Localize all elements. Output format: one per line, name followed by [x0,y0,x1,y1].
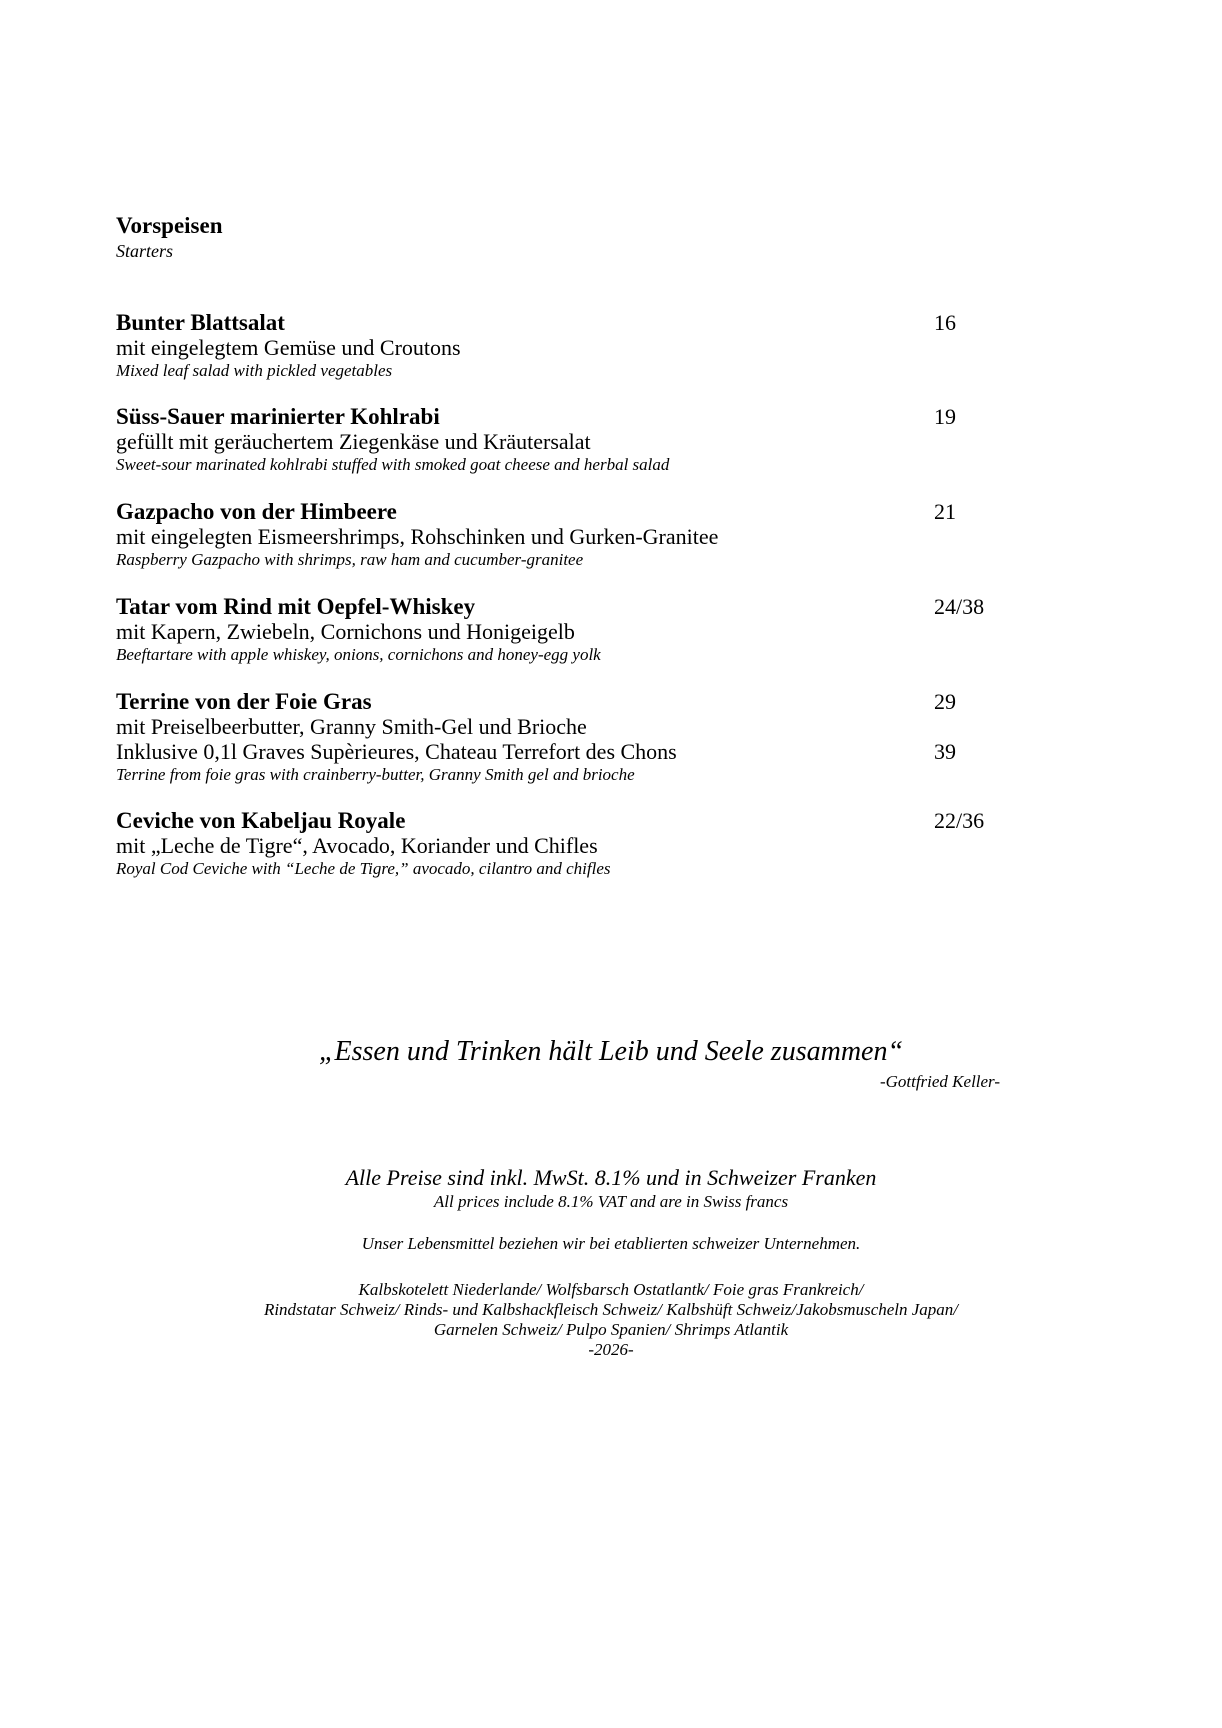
menu-item-price: 16 [934,310,956,335]
menu-item [116,808,1016,880]
menu-item-price: 19 [934,404,956,429]
menu-item-price: 24/38 [934,594,985,619]
menu-item-price: 22/36 [934,808,985,833]
origin-list [0,1280,1222,1360]
origin-line: Garnelen Schweiz/ Pulpo Spanien/ Shrimps Atlantik [433,1320,789,1339]
menu-item-description: Inklusive 0,1l Graves Supèrieures, Chateau Terrefort des Chons [116,739,677,764]
menu-item-name: Bunter Blattsalat [116,310,285,335]
menu-item-name: Gazpacho von der Himbeere [116,499,397,524]
year-line: -2026- [588,1340,634,1359]
menu-item-description: mit „Leche de Tigre“, Avocado, Koriander und Chifles [116,833,598,858]
price-note-english: All prices include 8.1% VAT and are in Swiss francs [433,1192,789,1211]
menu-item [116,594,1016,666]
menu-item-description: mit Kapern, Zwiebeln, Cornichons und Honigeigelb [116,619,575,644]
quote-text: „Essen und Trinken hält Leib und Seele zusammen“ [318,1036,904,1067]
menu-item-price: 29 [934,689,956,714]
origin-line: Kalbskotelett Niederlande/ Wolfsbarsch Ostatlantk/ Foie gras Frankreich/ [358,1280,864,1299]
menu-item-english: Terrine from foie gras with crainberry-butter, Granny Smith gel and brioche [116,765,635,784]
sourcing-note: Unser Lebensmittel beziehen wir bei etablierten schweizer Unternehmen. [361,1234,861,1253]
menu-item-name: Terrine von der Foie Gras [116,689,372,714]
menu-item [116,499,1016,571]
menu-item-description: gefüllt mit geräuchertem Ziegenkäse und Kräutersalat [116,429,591,454]
menu-item-price: 21 [934,499,956,524]
menu-item-english: Mixed leaf salad with pickled vegetables [116,361,393,380]
section-subtitle: Starters [116,241,174,261]
menu-item-english: Royal Cod Ceviche with “Leche de Tigre,” avocado, cilantro and chifles [116,859,611,878]
menu-item-name: Ceviche von Kabeljau Royale [116,808,406,833]
menu-item-price-with-wine: 39 [934,739,956,764]
menu-item-english: Beeftartare with apple whiskey, onions, cornichons and honey-egg yolk [116,645,601,664]
menu-item-name: Tatar vom Rind mit Oepfel-Whiskey [116,594,476,619]
menu-item-description: mit eingelegten Eismeershrimps, Rohschinken und Gurken-Granitee [116,524,719,549]
menu-item [116,689,1016,786]
menu-item-english: Sweet-sour marinated kohlrabi stuffed with smoked goat cheese and herbal salad [116,455,670,474]
menu-item-name: Süss-Sauer marinierter Kohlrabi [116,404,440,429]
price-note-german: Alle Preise sind inkl. MwSt. 8.1% und in Schweizer Franken [345,1165,877,1190]
section-title: Vorspeisen [116,213,223,238]
origin-line: Rindstatar Schweiz/ Rinds- und Kalbshackfleisch Schweiz/ Kalbshüft Schweiz/Jakobsmuscheln Japan/ [263,1300,959,1319]
menu-item-description: mit eingelegtem Gemüse und Croutons [116,335,461,360]
menu-item [116,310,1016,382]
quote-author: -Gottfried Keller- [879,1072,1000,1091]
menu-item-english: Raspberry Gazpacho with shrimps, raw ham and cucumber-granitee [116,550,584,569]
section-header [116,212,223,262]
menu-item-description: mit Preiselbeerbutter, Granny Smith-Gel und Brioche [116,714,587,739]
menu-item [116,404,1016,476]
